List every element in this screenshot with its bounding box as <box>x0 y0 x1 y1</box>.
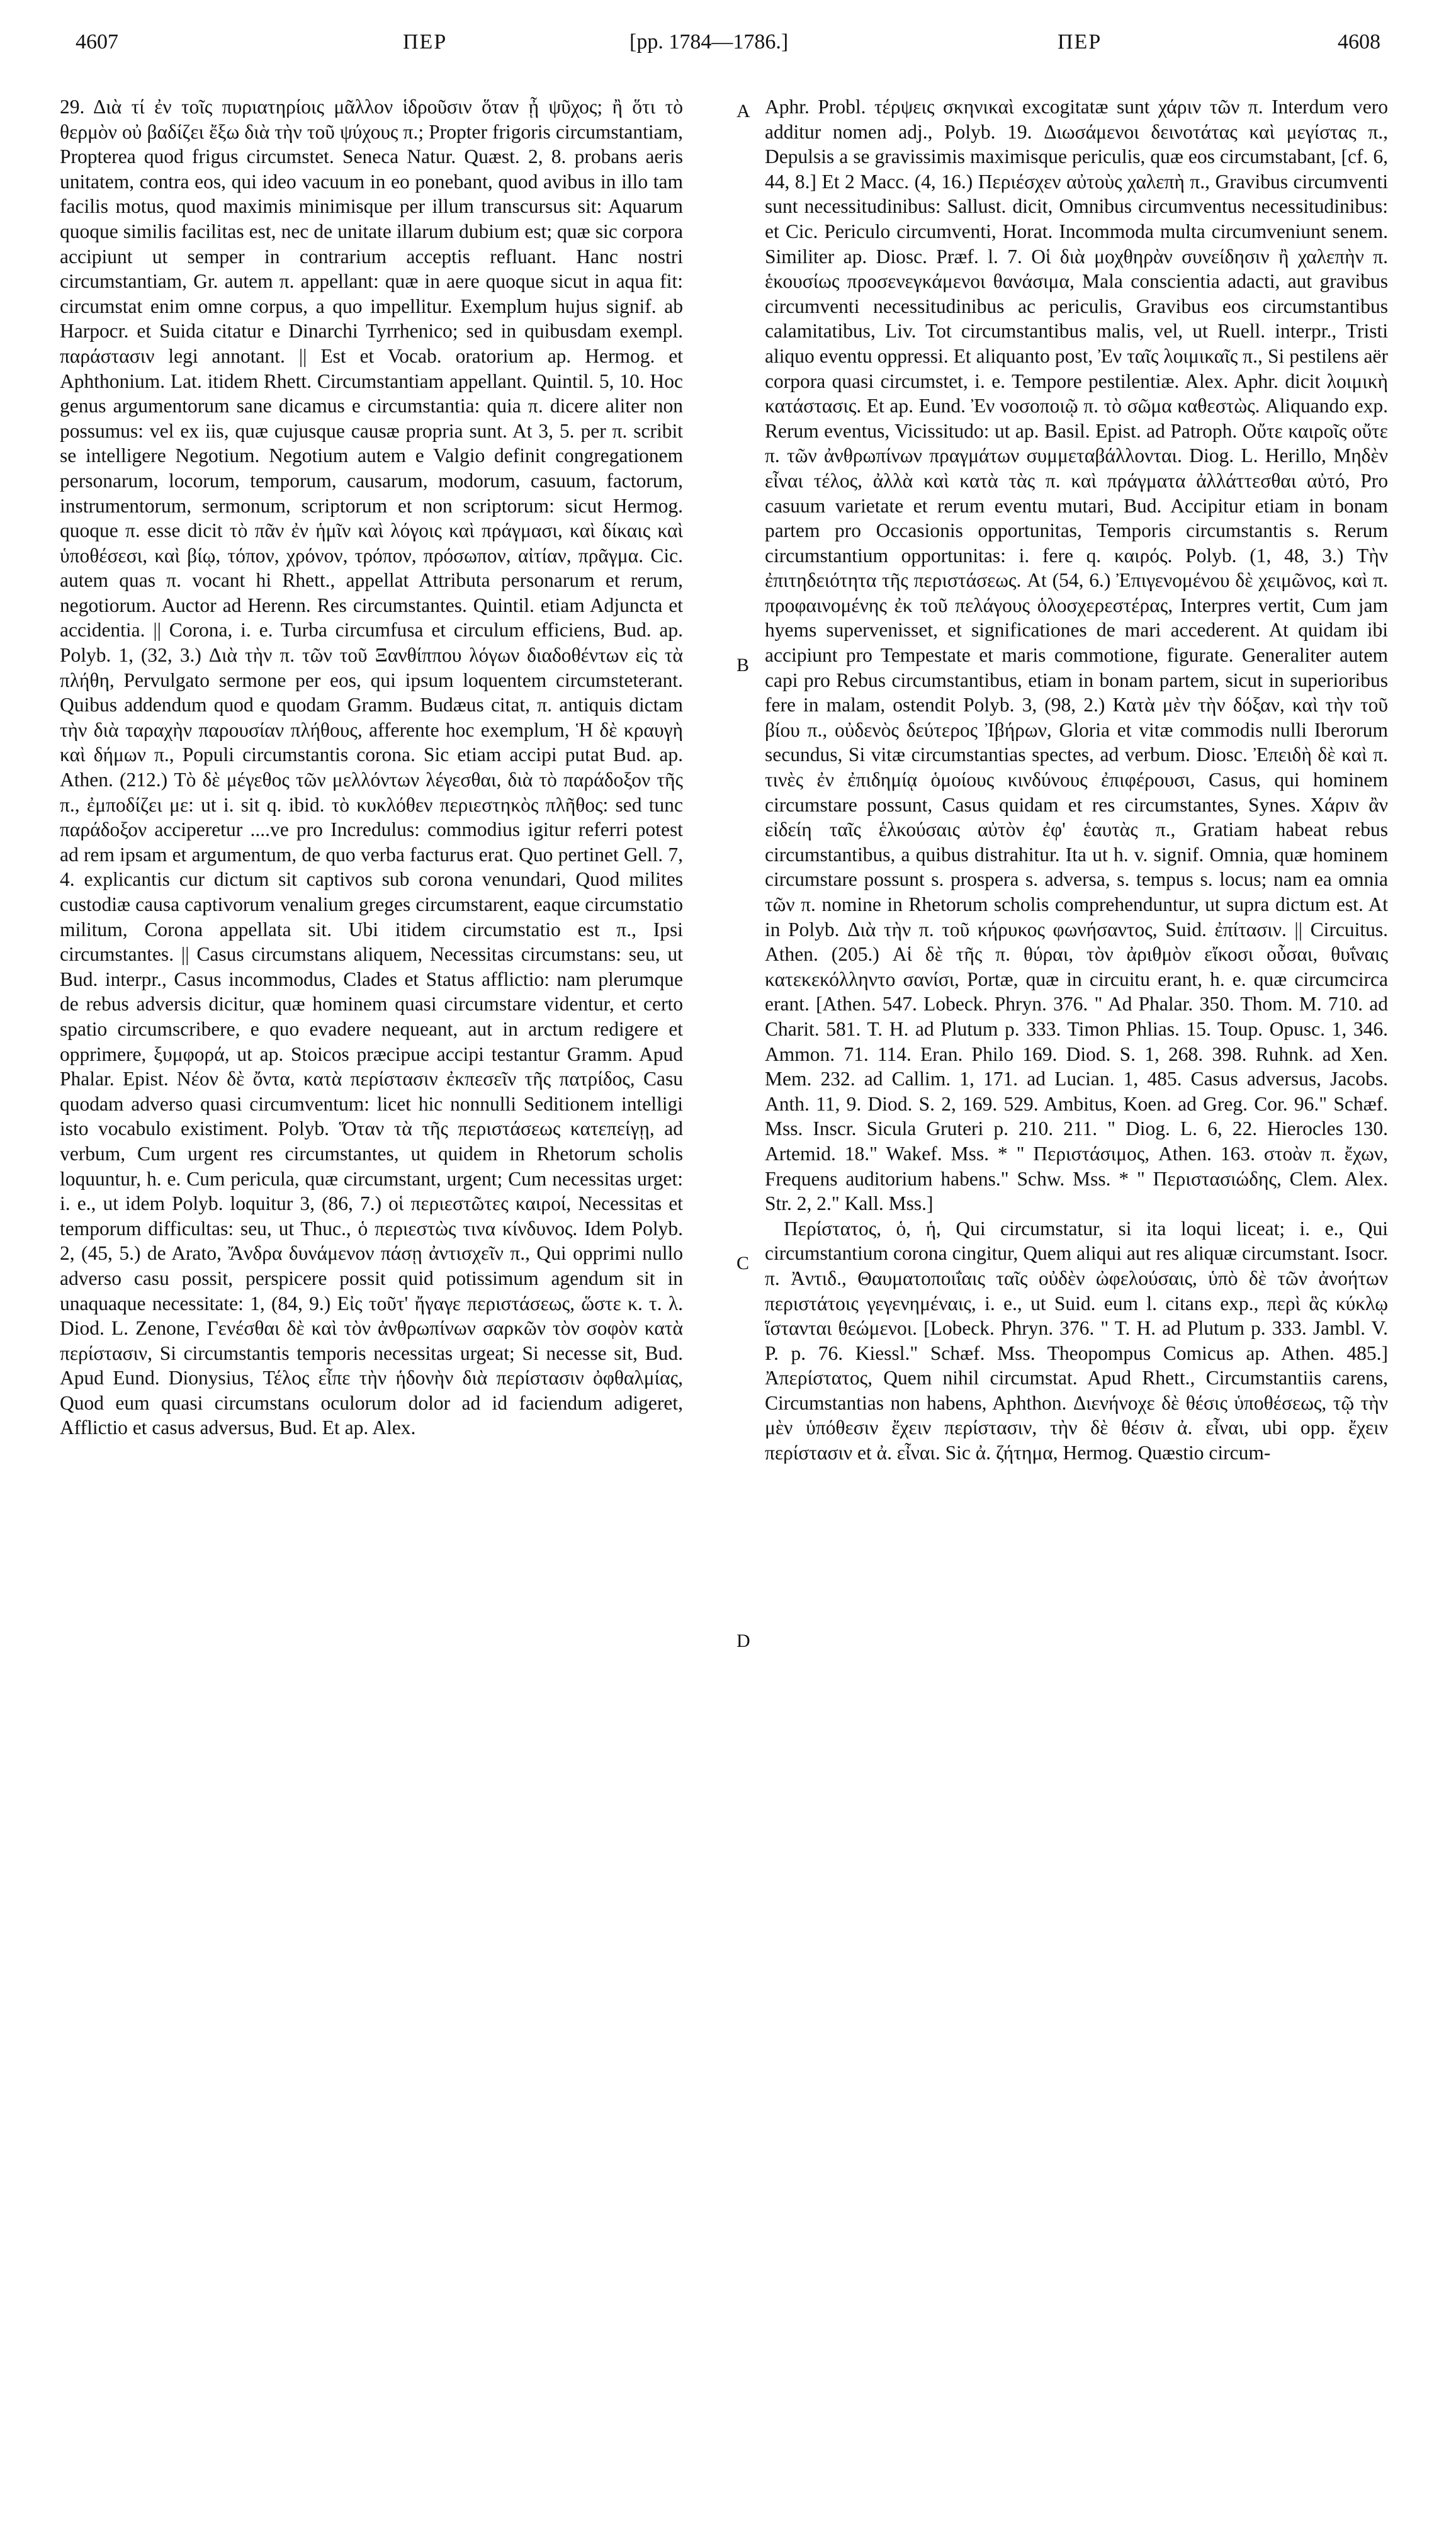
margin-letter-a: A <box>736 101 750 122</box>
margin-letter-b: B <box>736 655 750 676</box>
left-column-text: 29. Διὰ τί ἐν τοῖς πυριατηρίοις μᾶλλον ἱδροῦσιν ὅταν ᾖ ψῦχος; ἢ ὅτι τὸ θερμὸν οὐ βαδίζει ἔξω διὰ τὴν τοῦ ψύχους π.; Propter frigoris circumstantiam, Propterea quod frigus circumstet. Seneca Natur. Quæst. 2, 8. probans aeris unitatem, contra eos, qui ideo vacuum in eo ponebant, quod avibus in illo tam facilis motus, quod maximis minimisque per illum transcursus sit: Aquarum quoque similis facilitas est, nec de unitate illarum dubium est; quæ sic corpora accipiunt ut semper in contrarium acceptis refluant. Hanc nostri circumstantiam, Gr. autem π. appellant: quæ in aere quoque sicut in aqua fit: circumstat enim omne corpus, a quo impellitur. Exemplum hujus signif. ab Harpocr. et Suida citatur e Dinarchi Tyrrhenico; sed in quibusdam exempl. παράστασιν legi annotant. || Est et Vocab. oratorium ap. Hermog. et Aphthonium. Lat. itidem Rhett. Circumstantiam appellant. Quintil. 5, 10. Hoc genus argumentorum sane dicamus e circumstantia: quia π. dicere aliter non possumus: vel ex iis, quæ cujusque causæ propria sunt. At 3, 5. per π. scribit se intelligere Negotium. Negotium autem e Valgio definit congregationem personarum, locorum, temporum, causarum, modorum, casuum, factorum, instrumentorum, sermonum, scriptorum et non scriptorum: sicut Hermog. quoque π. esse dicit τὸ πᾶν ἐν ἡμῖν καὶ λόγοις καὶ πράγμασι, καὶ δίκαις καὶ ὑποθέσεσι, καὶ βίῳ, τόπον, χρόνον, τρόπον, πρόσωπον, αἰτίαν, πρᾶγμα. Cic. autem quas π. vocant hi Rhett., appellat Attributa personarum et rerum, negotiorum. Auctor ad Herenn. Res circumstantes. Quintil. etiam Adjuncta et accidentia. || Corona, i. e. Turba circumfusa et circulum efficiens, Bud. ap. Polyb. 1, (32, 3.) Διὰ τὴν π. τῶν τοῦ Ξανθίππου λόγων διαδοθέντων εἰς τὰ πλήθη, Pervulgato sermone per eos, qui ipsum loquentem circumsteterant. Quibus addendum quod e quodam Gramm. Budæus citat, π. antiquis dictam τὴν διὰ ταραχὴν παρουσίαν πλήθους, afferente hoc exemplum, Ἡ δὲ κραυγὴ καὶ δήμων π., Populi circumstantis corona. Sic etiam accipi putat Bud. ap. Athen. (212.) Τὸ δὲ μέγεθος τῶν μελλόντων λέγεσθαι, διὰ τὸ παράδοξον τῆς π., ἐμποδίζει με: ut i. sit q. ibid. τὸ κυκλόθεν περιεστηκὸς πλῆθος: sed tunc παράδοξον acciperetur ....ve pro Incredulus: commodius igitur referri potest ad rem ipsam et argumentum, de quo verba facturus erat. Quo pertinet Gell. 7, 4. explicantis cur dictum sit captivos sub corona venundari, Quod milites custodiæ causa captivorum venalium greges circumstarent, eaque circumstatio militum, Corona appellata sit. Ubi itidem circumstatio est π., Ipsi circumstantes. || Casus circumstans aliquem, Necessitas circumstans: seu, ut Bud. interpr., Casus incommodus, Clades et Status afflictio: nam plerumque de rebus adversis dicitur, quæ hominem quasi circumstare videntur, et certo spatio circumscribere, e quo evadere nequeant, aut in arctum redigere et opprimere, ξυμφορά, ut ap. Stoicos præcipue accipi testantur Gramm. Apud Phalar. Epist. Νέον δὲ ὄντα, κατὰ περίστασιν ἐκπεσεῖν τῆς πατρίδος, Casu quodam adverso quasi circumventum: licet hic nonnulli Seditionem intelligi isto vocabulo existiment. Polyb. Ὅταν τὰ τῆς περιστάσεως κατεπείγῃ, ad verbum, Cum urgent res circumstantes, ut quidem in Rhetorum scholis loquuntur, h. e. Cum pericula, quæ circumstant, urgent; Cum necessitas urget: i. e., ut idem Polyb. loquitur 3, (86, 7.) οἱ περιεστῶτες καιροί, Necessitas et temporum difficultas: seu, ut Thuc., ὁ περιεστὼς τινα κίνδυνος. Idem Polyb. 2, (45, 5.) de Arato, Ἄνδρα δυνάμενον πάσῃ ἀντισχεῖν π., Qui opprimi nullo adverso casu possit, perspicere possit quid potissimum agendum sit in unaquaque necessitate: 1, (84, 9.) Εἰς τοῦτ' ἤγαγε περιστάσεως, ὥστε κ. τ. λ. Diod. L. Zenone, Γενέσθαι δὲ καὶ τὸν ἀνθρωπίνων σαρκῶν τὸν σοφὸν κατὰ περίστασιν, Si circumstantis temporis necessitas urgeat; Si necesse sit, Bud. Apud Eund. Dionysius, Τέλος εἶπε τὴν ἡδονὴν διὰ περίστασιν ὀφθαλμίας, Quod eum quasi circumstans oculorum dolor ad id faciendum adigeret, Afflictio et casus adversus, Bud. Et ap. Alex. <box>60 96 683 1439</box>
left-column <box>60 94 683 2487</box>
page-header <box>76 30 1380 68</box>
right-page-number: 4608 <box>1338 30 1380 54</box>
right-column-text-1: Aphr. Probl. τέρψεις σκηνικαὶ excogitatæ sunt χάριν τῶν π. Interdum vero additur nomen adj., Polyb. 19. Διωσάμενοι δεινοτάτας καὶ μεγίστας π., Depulsis a se gravissimis maximisque periculis, quæ eos circumstabant, [cf. 6, 44, 8.] Et 2 Macc. (4, 16.) Περιέσχεν αὐτοὺς χαλεπὴ π., Gravibus circumventi sunt necessitudinibus: Sallust. dicit, Omnibus circumventus necessitudinibus: et Cic. Periculo circumventi, Horat. Incommoda multa circumveniunt senem. Similiter ap. Diosc. Præf. l. 7. Οἱ διὰ μοχθηρὰν συνείδησιν ἢ χαλεπὴν π. ἑκουσίως προσενεγκάμενοι θανάσιμα, Mala conscientia adacti, aut gravibus circumventi necessitudinibus ac periculis, Gravibus eos circumstantibus calamitatibus, Liv. Tot circumstantibus malis, vel, ut Ruell. interpr., Tristi aliquo eventu oppressi. Et aliquanto post, Ἐν ταῖς λοιμικαῖς π., Si pestilens aër corpora quasi circumstet, i. e. Tempore pestilentiæ. Alex. Aphr. dicit λοιμικὴ κατάστασις. Et ap. Eund. Ἐν νοσοποιῷ π. τὸ σῶμα καθεστὼς. Aliquando exp. Rerum eventus, Vicissitudo: ut ap. Basil. Epist. ad Patroph. Οὔτε καιροῖς οὔτε π. τῶν ἀνθρωπίνων πραγμάτων συμμεταβάλλονται. Diog. L. Herillo, Μηδὲν εἶναι τέλος, ἀλλὰ καὶ κατὰ τὰς π. καὶ πράγματα ἀλλάττεσθαι αὐτό, Pro casuum varietate et rerum eventu mutari, Bud. Accipitur etiam in bonam partem pro Occasionis opportunitas, Temporis circumstantis s. Rerum circumstantium opportunitas: i. fere q. καιρός. Polyb. (1, 48, 3.) Τὴν ἐπιτηδειότητα τῆς περιστάσεως. At (54, 6.) Ἐπιγενομένου δὲ χειμῶνος, καὶ π. προφαινομένης ἐκ τοῦ πελάγους ὁλοσχερεστέρας, Interpres vertit, Cum jam hyems supervenisset, et significationes de mari accederent. At quidam ibi accipiunt pro Tempestate et maris commotione, figurate. Generaliter autem capi pro Rebus circumstantibus, etiam in bonam partem, sicut in superioribus fere in malam, ostendit Polyb. 3, (98, 2.) Κατὰ μὲν τὴν δόξαν, καὶ τὴν τοῦ βίου π., οὐδενὸς δεύτερος Ἰβήρων, Gloria et vitæ commodis nulli Iberorum secundus, Si vitæ circumstantias spectes, ad verbum. Diosc. Ἐπειδὴ δὲ καὶ π. τινὲς ἐν ἐπιδημίᾳ ὁμοίους κινδύνους ἐπιφέρουσι, Casus, qui hominem circumstare possunt, Casus quidam et res circumstantes, Synes. Χάριν ἂν εἰδείη ταῖς ἑλκούσαις αὐτὸν ἐφ' ἑαυτὰς π., Gratiam habeat rebus circumstantibus, a quibus distrahitur. Ita ut h. v. signif. Omnia, quæ hominem circumstare possunt s. prospera s. adversa, s. tempus s. locus; nam ea omnia τῶν π. nomine in Rhetorum scholis comprehenduntur, ut supra dictum est. At in Polyb. Διὰ τὴν π. τοῦ κήρυκος φωνήσαντος, Suid. ἐπίτασιν. || Circuitus. Athen. (205.) Αἱ δὲ τῆς π. θύραι, τὸν ἀριθμὸν εἴκοσι οὖσαι, θυΐναις κατεκεκόλληντο σανίσι, Portæ, quæ in circuitu erant, h. e. quæ circumcirca erant. [Athen. 547. Lobeck. Phryn. 376. " Ad Phalar. 350. Thom. M. 710. ad Charit. 581. T. H. ad Plutum p. 333. Timon Phlias. 15. Toup. Opusc. 1, 346. Ammon. 71. 114. Eran. Philo 169. Diod. S. 1, 268. 398. Ruhnk. ad Xen. Mem. 232. ad Callim. 1, 171. ad Lucian. 1, 485. Casus adversus, Jacobs. Anth. 11, 9. Diod. S. 2, 169. 529. Ambitus, Koen. ad Greg. Cor. 96." Schæf. Mss. Inscr. Sicula Gruteri p. 210. 211. " Diog. L. 6, 22. Hierocles 130. Artemid. 18." Wakef. Mss. * " Περιστάσιμος, Athen. 163. στοὰν π. ἔχων, Frequens auditorium habens." Schw. Mss. * " Περιστασιώδης, Clem. Alex. Str. 2, 2." Kall. Mss.] <box>765 96 1388 1215</box>
margin-letter-c: C <box>736 1253 750 1274</box>
right-column-text-2: Περίστατος, ὁ, ἡ, Qui circumstatur, si ita loqui liceat; i. e., Qui circumstantium corona cingitur, Quem aliqui aut res aliquæ circumstant. Isocr. π. Ἀντιδ., Θαυματοποιΐαις ταῖς οὐδὲν ὠφελούσαις, ὑπὸ δὲ τῶν ἀνοήτων περιστάτοις γεγενημέναις, i. e., ut Suid. eum l. citans exp., περὶ ἃς κύκλῳ ἵστανται θεώμενοι. [Lobeck. Phryn. 376. " T. H. ad Plutum p. 333. Jambl. V. P. p. 76. Kiessl." Schæf. Mss. Theopompus Comicus ap. Athen. 485.] Ἀπερίστατος, Quem nihil circumstat. Apud Rhett., Circumstantiis carens, Circumstantias non habens, Aphthon. Διενήνοχε δὲ θέσις ὑποθέσεως, τῷ τὴν μὲν ὑπόθεσιν ἔχειν περίστασιν, τὴν δὲ θέσιν ἀ. εἶναι, ubi opp. ἔχειν περίστασιν et ἀ. εἶναι. Sic ἀ. ζήτημα, Hermog. Quæstio circum- <box>765 1217 1388 1464</box>
left-page-number: 4607 <box>76 30 118 54</box>
margin-letter-d: D <box>736 1631 750 1651</box>
right-headword: ΠΕΡ <box>1058 30 1102 54</box>
column-range: [pp. 1784—1786.] <box>629 30 789 54</box>
left-headword: ΠΕΡ <box>403 30 448 54</box>
right-column <box>765 94 1388 2487</box>
